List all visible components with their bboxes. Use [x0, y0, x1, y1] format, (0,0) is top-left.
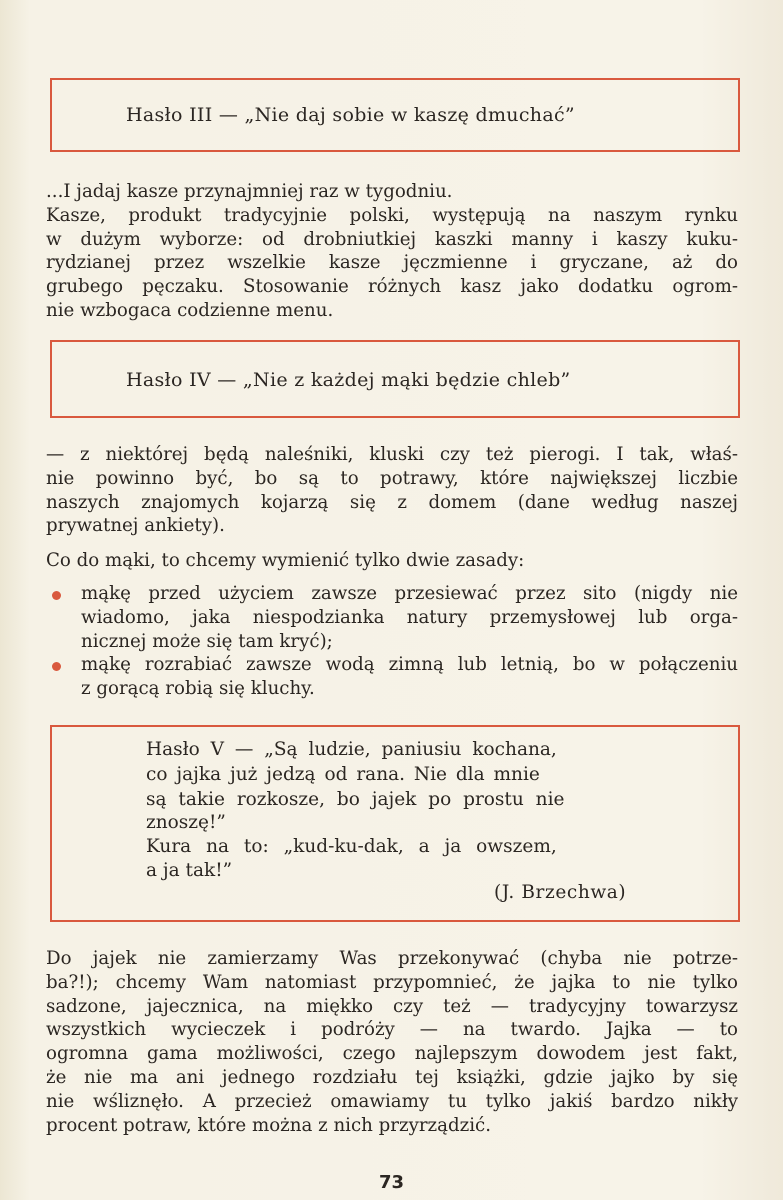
motto-box-3: [50, 78, 740, 152]
text-line: nie wzbogaca codzienne menu.: [46, 299, 334, 321]
bullet-icon: [52, 591, 61, 600]
poem-author: (J. Brzechwa): [494, 882, 627, 903]
paragraph-zasady: [46, 549, 738, 573]
text-line: Co do mąki, to chcemy wymienić tylko dwie zasady:: [46, 550, 525, 571]
text-line: Do jajek nie zamierzamy Was przekonywać (chyba nie potrze-: [46, 948, 738, 969]
poem-line: Hasło V — „Są ludzie, paniusiu kochana,: [146, 739, 557, 760]
motto-box-4: [50, 340, 740, 418]
text-line: ogromna gama możliwości, czego najlepszym dowodem jest fakt,: [46, 1043, 738, 1065]
motto-3-title: Hasło III — „Nie daj sobie w kaszę dmuchać”: [126, 104, 575, 126]
poem-line: są takie rozkosze, bo jajek po prostu nie: [146, 789, 565, 810]
text-line: ba?!); chcemy Wam natomiast przypomnieć, że jajka to nie tylko: [46, 971, 738, 993]
text-line: nie powinno być, bo są to potrawy, które największej liczbie: [46, 467, 738, 489]
paragraph-maka: [46, 443, 738, 538]
text-line: rydzianej przez wszelkie kasze jęczmienne i gryczane, aż do: [46, 252, 738, 274]
text-line: nie wśliznęło. A przecież omawiamy tu tylko jakiś bardzo nikły: [46, 1090, 738, 1112]
list-item: [46, 582, 738, 654]
poem-line: a ja tak!”: [146, 860, 233, 881]
text-line: z gorącą robią się kluchy.: [81, 677, 315, 699]
text-line: mąkę rozrabiać zawsze wodą zimną lub letnią, bo w połączeniu: [81, 654, 738, 675]
paragraph-kasze: [46, 180, 738, 323]
text-line: procent potraw, które można z nich przyrządzić.: [46, 1114, 491, 1136]
poem-line: co jajka już jedzą od rana. Nie dla mnie: [146, 764, 540, 785]
poem-line: znoszę!”: [146, 812, 226, 833]
bullet-icon: [52, 662, 61, 671]
text-line: nicznej może się tam kryć);: [81, 630, 333, 652]
text-line: sadzone, jajecznica, na miękko czy też — tradycyjny towarzysz: [46, 995, 738, 1017]
list-item: [46, 653, 738, 701]
page-number: 73: [378, 1172, 405, 1193]
text-line: Kasze, produkt tradycyjnie polski, występują na naszym rynku: [46, 204, 738, 226]
text-line: wszystkich wycieczek i podróży — na twardo. Jajka — to: [46, 1019, 738, 1041]
motto-4-title: Hasło IV — „Nie z każdej mąki będzie chleb”: [126, 369, 571, 391]
text-line: mąkę przed użyciem zawsze przesiewać przez sito (nigdy nie: [81, 583, 738, 604]
paragraph-jajka: [46, 947, 738, 1137]
text-line: wiadomo, jaka niespodzianka natury przemysłowej lub orga-: [81, 606, 738, 628]
text-line: — z niektórej będą naleśniki, kluski czy też pierogi. I tak, właś-: [46, 444, 738, 465]
text-line: grubego pęczaku. Stosowanie różnych kasz jako dodatku ogrom-: [46, 276, 738, 298]
poem-line: Kura na to: „kud-ku-dak, a ja owszem,: [146, 836, 557, 857]
text-line: prywatnej ankiety).: [46, 515, 225, 537]
text-line: naszych znajomych kojarzą się z domem (dane według naszej: [46, 491, 738, 513]
text-line: w dużym wyborze: od drobniutkiej kaszki manny i kaszy kuku-: [46, 228, 738, 250]
text-line: że nie ma ani jednego rozdziału tej książki, gdzie jajko by się: [46, 1066, 738, 1088]
text-line: ...I jadaj kasze przynajmniej raz w tygodniu.: [46, 181, 453, 202]
